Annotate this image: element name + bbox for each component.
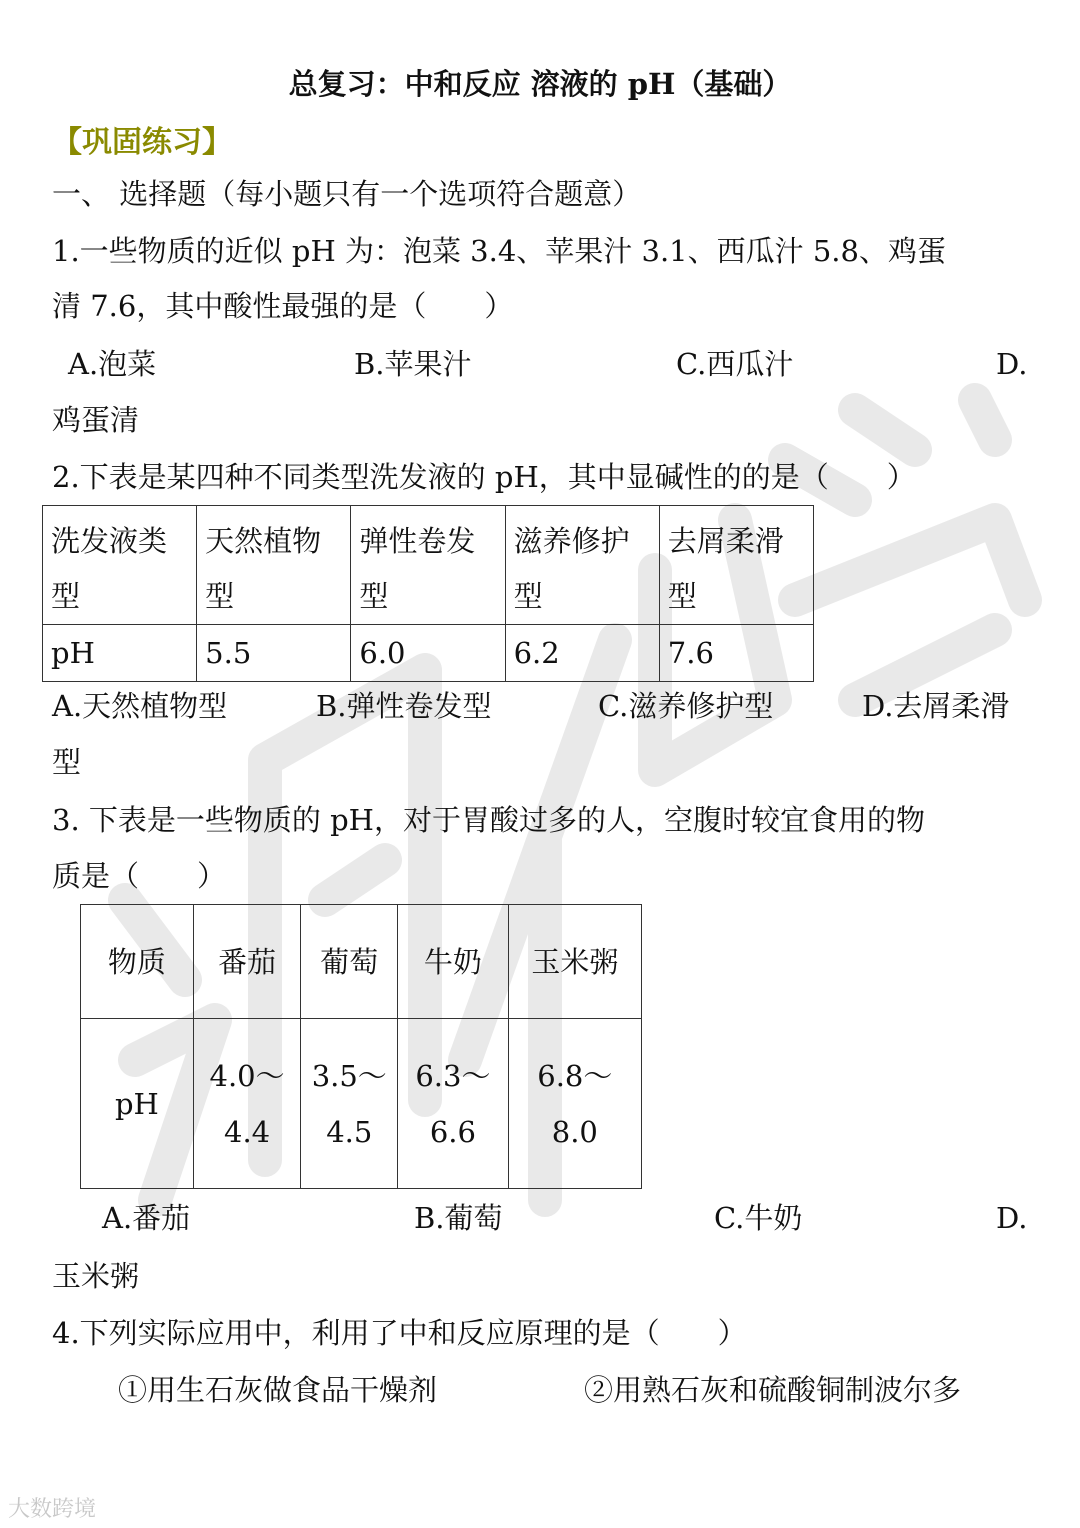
table-cell: 去屑柔滑型 [659,506,813,625]
q1-option-c: C.西瓜汁 [676,347,794,381]
q2-option-c: C.滋养修护型 [598,689,774,723]
page-title: 总复习：中和反应 溶液的 pH（基础） [288,67,792,101]
q2-option-b: B.弹性卷发型 [316,689,492,723]
q2-option-d: D.去屑柔滑 [862,689,1010,723]
q4-text: 4.下列实际应用中，利用了中和反应原理的是（ ） [52,1316,747,1350]
q1-option-d: D. [996,347,1028,381]
q1-option-a: A.泡菜 [68,347,157,381]
table-cell: 7.6 [659,625,813,682]
shampoo-table [42,505,814,682]
q3-option-a: A.番茄 [102,1201,191,1235]
table-cell: 番茄 [193,905,301,1019]
q1-option-b: B.苹果汁 [354,347,472,381]
q2-option-a: A.天然植物型 [52,689,228,723]
table-row [81,1019,642,1189]
table-cell: 5.5 [197,625,351,682]
table-cell: pH [81,1019,194,1189]
q3-option-b: B.葡萄 [414,1201,503,1235]
table-cell: 弹性卷发型 [351,506,505,625]
q3-option-c: C.牛奶 [714,1201,803,1235]
q3-line2: 质是（ ） [52,859,227,893]
table-row [81,905,642,1019]
q4-item-1: ①用生石灰做食品干燥剂 [118,1373,438,1407]
table-cell: 6.8～8.0 [508,1019,641,1189]
table-cell: 4.0～4.4 [193,1019,301,1189]
q1-option-d-cont: 鸡蛋清 [52,403,140,437]
table-cell: 6.3～6.6 [398,1019,509,1189]
table-cell: 6.0 [351,625,505,682]
part-heading: 一、 选择题（每小题只有一个选项符合题意） [52,177,642,211]
table-row [43,506,814,625]
table-row [43,625,814,682]
q1-line2: 清 7.6，其中酸性最强的是（ ） [52,289,514,323]
table-cell: 洗发液类型 [43,506,197,625]
table-cell: 牛奶 [398,905,509,1019]
table-cell: 3.5～4.5 [301,1019,398,1189]
q2-option-d-cont: 型 [52,745,82,779]
q1-line1: 1.一些物质的近似 pH 为：泡菜 3.4、苹果汁 3.1、西瓜汁 5.8、鸡蛋 [52,234,946,268]
table-cell: pH [43,625,197,682]
table-cell: 滋养修护型 [505,506,659,625]
table-cell: 物质 [81,905,194,1019]
table-cell: 葡萄 [301,905,398,1019]
q2-text: 2.下表是某四种不同类型洗发液的 pH，其中显碱性的的是（ ） [52,460,916,494]
q3-option-d: D. [996,1201,1028,1235]
q4-item-2: ②用熟石灰和硫酸铜制波尔多 [584,1373,962,1407]
table-cell: 6.2 [505,625,659,682]
brand-watermark: 大数跨境 [8,1497,97,1522]
food-ph-table [80,904,642,1189]
table-cell: 天然植物型 [197,506,351,625]
q3-line1: 3. 下表是一些物质的 pH，对于胃酸过多的人，空腹时较宜食用的物 [52,803,925,837]
q3-option-d-cont: 玉米粥 [52,1259,140,1293]
section-heading: 【巩固练习】 [52,125,232,160]
table-cell: 玉米粥 [508,905,641,1019]
